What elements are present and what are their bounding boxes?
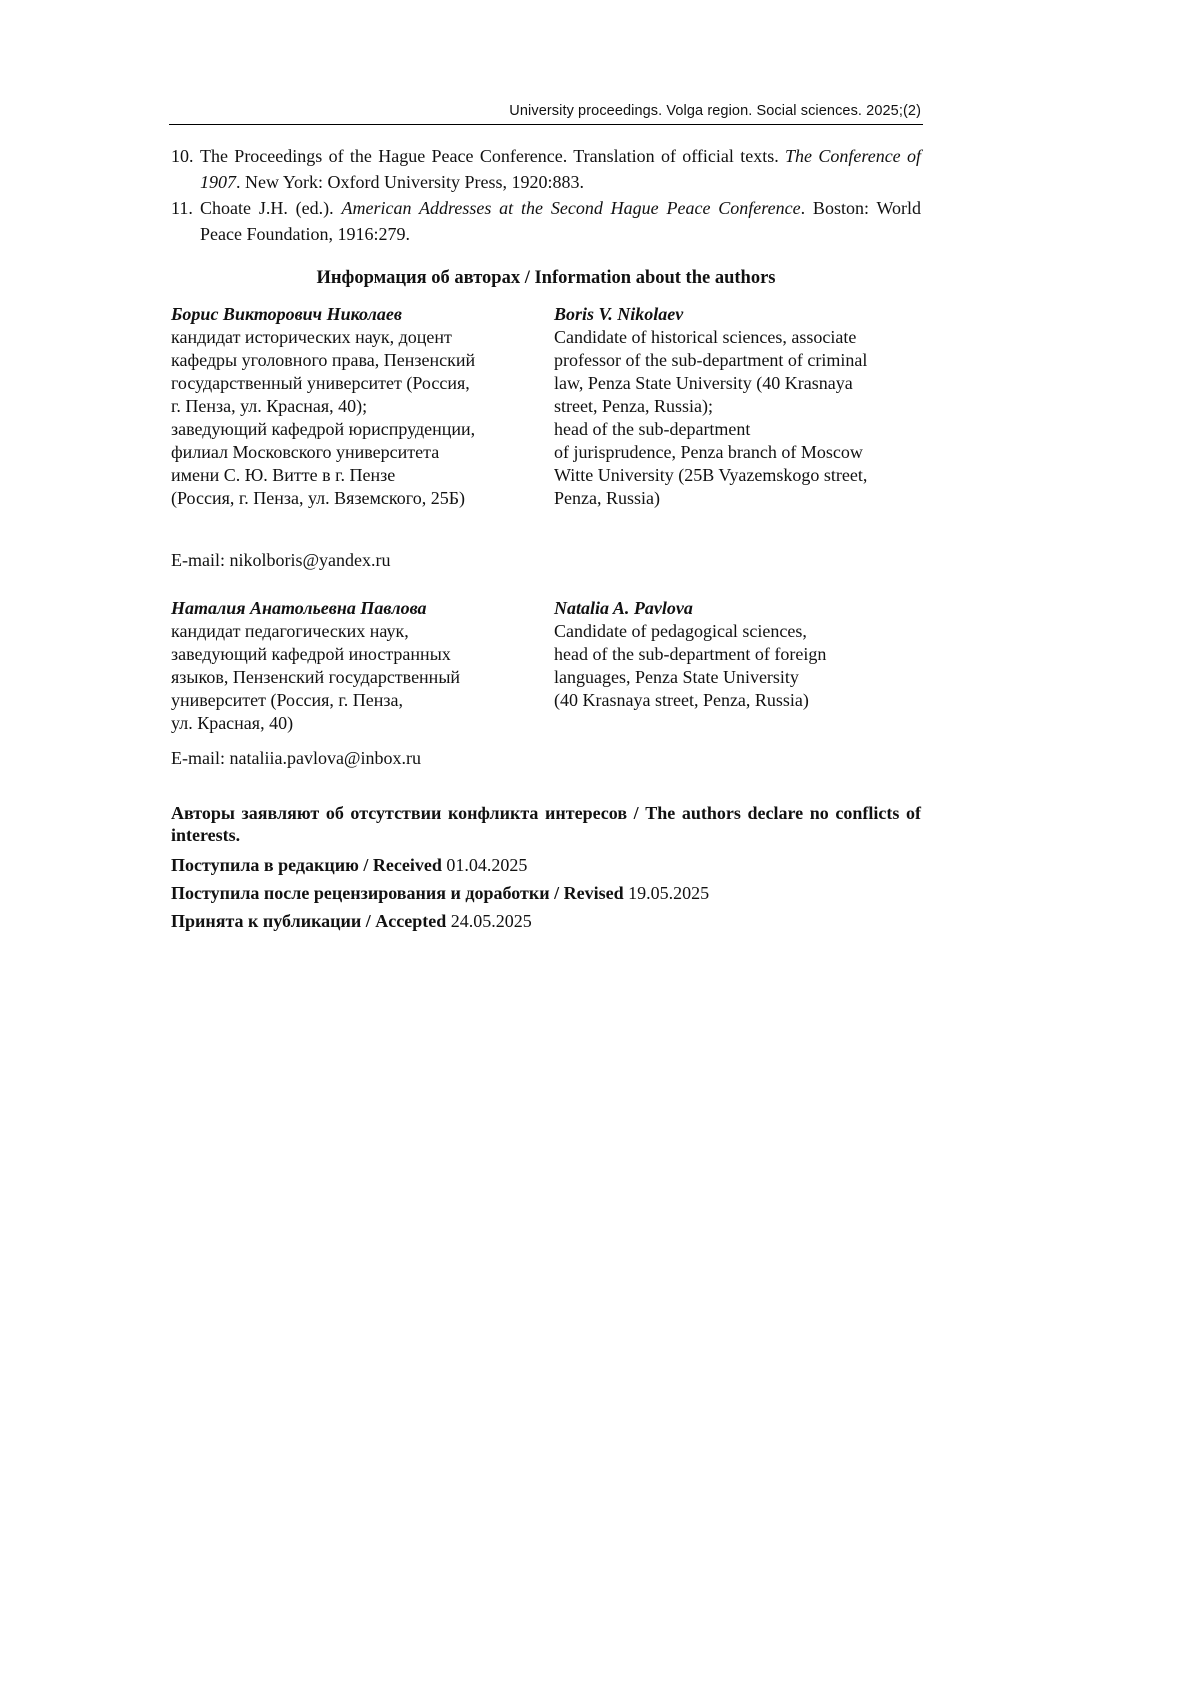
author-line-en: of jurisprudence, Penza branch of Moscow [554, 442, 863, 462]
reference-number: 10. [171, 146, 194, 166]
author-line-ru: университет (Россия, г. Пенза, [171, 690, 403, 710]
author-name-en: Boris V. Nikolaev [554, 304, 684, 324]
author-line-ru: заведующий кафедрой иностранных [171, 644, 451, 664]
author-line-en: Candidate of historical sciences, associate [554, 327, 857, 347]
author-email: E-mail: nataliia.pavlova@inbox.ru [171, 748, 422, 768]
received-line [171, 854, 921, 876]
conflict-declaration: Авторы заявляют об отсутствии конфликта интересов / The authors declare no conflicts of interests. [171, 803, 921, 845]
author-line-ru: ул. Красная, 40) [171, 713, 294, 733]
reference-item [171, 195, 921, 247]
reference-text-end: . Boston: World Peace Foundation, 1916:279. [200, 198, 922, 244]
article-meta [171, 802, 921, 938]
author-line-ru: имени С. Ю. Витте в г. Пензе [171, 465, 396, 485]
header-rule [169, 124, 923, 125]
reference-number: 11. [171, 198, 193, 218]
running-header: University proceedings. Volga region. Social sciences. 2025;(2) [509, 103, 921, 119]
reference-text: The Proceedings of the Hague Peace Conference. Translation of official texts. [200, 146, 786, 166]
author-name-ru: Наталия Анатольевна Павлова [171, 598, 427, 618]
reference-italic-title: American Addresses at the Second Hague Peace Conference [341, 198, 801, 218]
author-line-ru: государственный университет (Россия, [171, 373, 470, 393]
accepted-line [171, 910, 921, 932]
author-info-en [554, 597, 924, 712]
author-line-en: languages, Penza State University [554, 667, 799, 687]
author-info-ru [171, 597, 541, 735]
received-date: 01.04.2025 [446, 855, 528, 875]
author-line-en: Candidate of pedagogical sciences, [554, 621, 807, 641]
authors-section-title: Информация об авторах / Information about the authors [316, 268, 776, 288]
author-info-en [554, 303, 924, 510]
author-line-en: (40 Krasnaya street, Penza, Russia) [554, 690, 809, 710]
author-name-ru: Борис Викторович Николаев [171, 304, 402, 324]
author-line-ru: языков, Пензенский государственный [171, 667, 461, 687]
reference-text: Choate J.H. (ed.). [200, 198, 342, 218]
author-line-en: head of the sub-department of foreign [554, 644, 827, 664]
author-line-en: head of the sub-department [554, 419, 751, 439]
author-line-ru: кандидат педагогических наук, [171, 621, 409, 641]
author-line-ru: кандидат исторических наук, доцент [171, 327, 452, 347]
author-line-en: Witte University (25B Vyazemskogo street, [554, 465, 868, 485]
reference-italic-title: The Conference of 1907 [200, 146, 921, 192]
reference-list [171, 143, 921, 247]
author-line-ru: заведующий кафедрой юриспруденции, [171, 419, 476, 439]
author-name-en: Natalia A. Pavlova [554, 598, 693, 618]
author-line-en: law, Penza State University (40 Krasnaya [554, 373, 853, 393]
author-line-ru: г. Пенза, ул. Красная, 40); [171, 396, 368, 416]
reference-text-end: . New York: Oxford University Press, 1920:883. [236, 172, 584, 192]
revised-date: 19.05.2025 [628, 883, 710, 903]
revised-label: Поступила после рецензирования и доработки / Revised [171, 883, 624, 903]
reference-item [171, 143, 921, 195]
revised-line [171, 882, 921, 904]
author-line-en: professor of the sub-department of criminal [554, 350, 868, 370]
author-line-en: Penza, Russia) [554, 488, 660, 508]
author-line-en: street, Penza, Russia); [554, 396, 713, 416]
received-label: Поступила в редакцию / Received [171, 855, 442, 875]
author-line-ru: кафедры уголовного права, Пензенский [171, 350, 476, 370]
author-email: E-mail: nikolboris@yandex.ru [171, 550, 391, 570]
accepted-date: 24.05.2025 [450, 911, 532, 931]
author-info-ru [171, 303, 541, 510]
author-line-ru: филиал Московского университета [171, 442, 440, 462]
accepted-label: Принята к публикации / Accepted [171, 911, 447, 931]
author-line-ru: (Россия, г. Пенза, ул. Вяземского, 25Б) [171, 488, 466, 508]
